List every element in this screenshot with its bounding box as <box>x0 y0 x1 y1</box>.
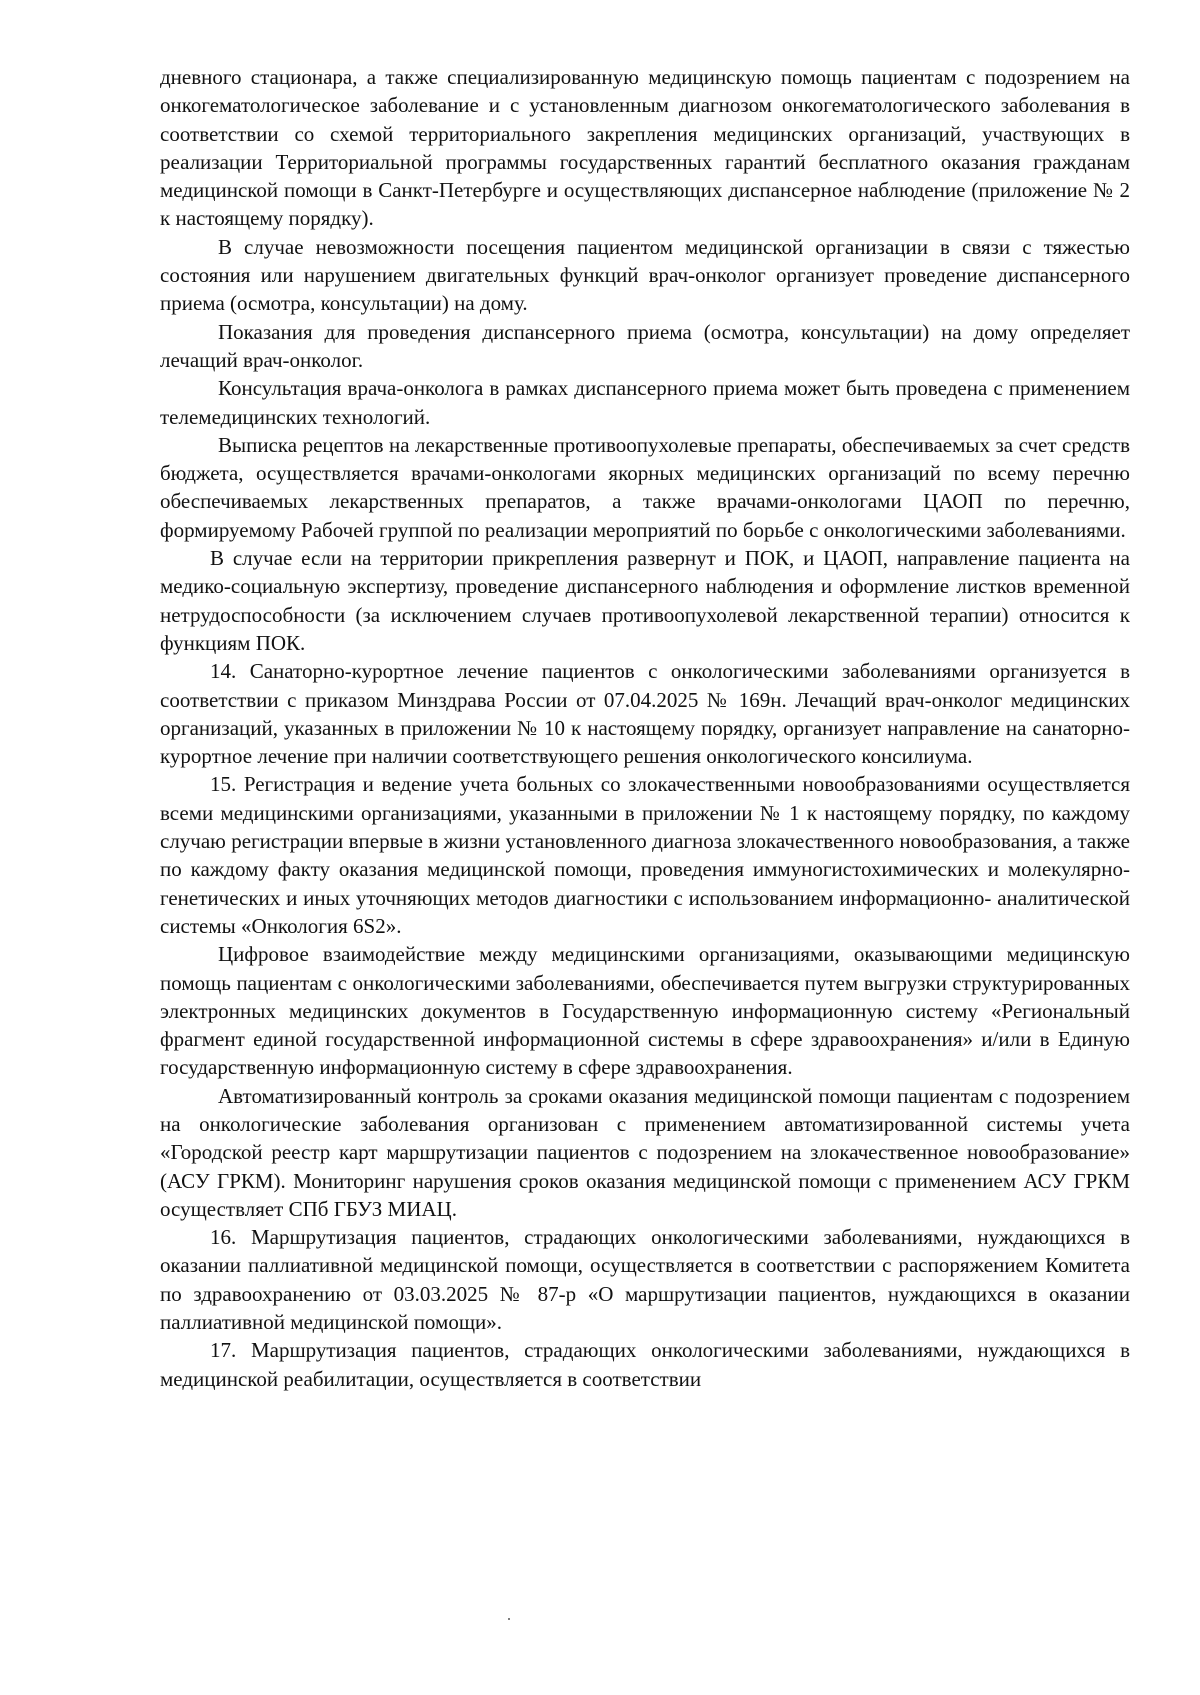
paragraph-indications: Показания для проведения диспансерного приема (осмотра, консультации) на дому определяет лечащий врач-онколог. <box>160 319 1130 372</box>
paragraph-prescriptions: Выписка рецептов на лекарственные противоопухолевые препараты, обеспечиваемых за счет средств бюджета, осуществляется врачами-онкологами якорных медицинских организаций по всему перечню обеспечиваемых лекарственных препаратов, а также врачами-онкологами ЦАОП по перечню, формируемому Рабочей группой по реализации мероприятий по борьбе с онкологическими заболеваниями. <box>160 432 1130 542</box>
paragraph-telemedicine: Консультация врача-онколога в рамках диспансерного приема может быть проведена с применением телемедицинских технологий. <box>160 376 1130 429</box>
paragraph-item-16: 16. Маршрутизация пациентов, страдающих онкологическими заболеваниями, нуждающихся в оказании паллиативной медицинской помощи, осуществляется в соответствии с распоряжением Комитета по здравоохранению от 03.03.2025 № 87-р «О маршрутизации пациентов, нуждающихся в оказании паллиативной медицинской помощи». <box>160 1225 1130 1335</box>
scan-speck <box>508 1618 510 1620</box>
paragraph-automated-control: Автоматизированный контроль за сроками оказания медицинской помощи пациентам с подозрением на онкологические заболевания организован с применением автоматизированной системы учета «Городской реестр карт маршрутизации пациентов с подозрением на злокачественное новообразование» (АСУ ГРКМ). Мониторинг нарушения сроков оказания медицинской помощи с применением АСУ ГРКМ осуществляет СПб ГБУЗ МИАЦ. <box>160 1083 1130 1221</box>
paragraph-digital-interaction: Цифровое взаимодействие между медицинскими организациями, оказывающими медицинскую помощь пациентам с онкологическими заболеваниями, обеспечивается путем выгрузки структурированных электронных медицинских документов в Государственную информационную систему «Региональный фрагмент единой государственной информационной системы в сфере здравоохранения» и/или в Единую государственную информационную систему в сфере здравоохранения. <box>160 942 1130 1080</box>
paragraph-item-14: 14. Санаторно-курортное лечение пациентов с онкологическими заболеваниями организуется в соответствии с приказом Минздрава России от 07.04.2025 № 169н. Лечащий врач-онколог медицинских организаций, указанных в приложении № 10 к настоящему порядку, организует направление на санаторно-курортное лечение при наличии соответствующего решения онкологического консилиума. <box>160 659 1130 769</box>
paragraph-item-17: 17. Маршрутизация пациентов, страдающих онкологическими заболеваниями, нуждающихся в медицинской реабилитации, осуществляется в соответствии <box>160 1338 1130 1391</box>
document-page <box>160 63 1130 1393</box>
paragraph-continuation: дневного стационара, а также специализированную медицинскую помощь пациентам с подозрением на онкогематологическое заболевание и с установленным диагнозом онкогематологического заболевания в соответствии со схемой территориального закрепления медицинских организаций, участвующих в реализации Территориальной программы государственных гарантий бесплатного оказания гражданам медицинской помощи в Санкт-Петербурге и осуществляющих диспансерное наблюдение (приложение № 2 к настоящему порядку). <box>160 65 1130 231</box>
paragraph-item-15: 15. Регистрация и ведение учета больных со злокачественными новообразованиями осуществляется всеми медицинскими организациями, указанными в приложении № 1 к настоящему порядку, по каждому случаю регистрации впервые в жизни установленного диагноза злокачественного новообразования, а также по каждому факту оказания медицинской помощи, проведения иммуногистохимических и молекулярно-генетических и иных уточняющих методов диагностики с использованием информационно- аналитической системы «Онкология 6S2». <box>160 772 1130 938</box>
paragraph-pok-functions: В случае если на территории прикрепления развернут и ПОК, и ЦАОП, направление пациента на медико-социальную экспертизу, проведение диспансерного наблюдения и оформление листков временной нетрудоспособности (за исключением случаев противоопухолевой лекарственной терапии) относится к функциям ПОК. <box>160 546 1130 655</box>
paragraph-home-visit: В случае невозможности посещения пациентом медицинской организации в связи с тяжестью состояния или нарушением двигательных функций врач-онколог организует проведение диспансерного приема (осмотра, консультации) на дому. <box>160 234 1130 316</box>
